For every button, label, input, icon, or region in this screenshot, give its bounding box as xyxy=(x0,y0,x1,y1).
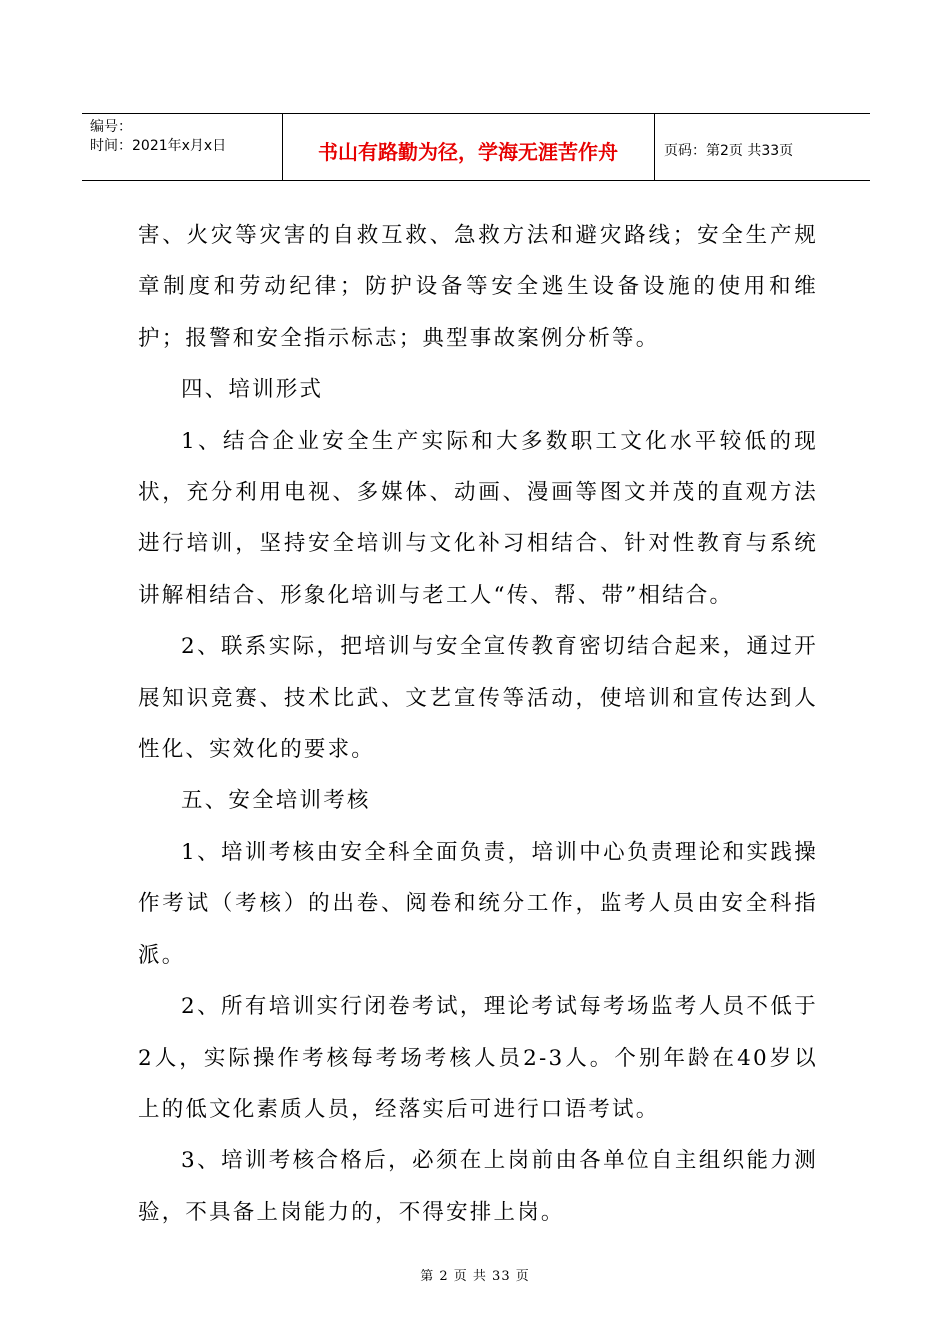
body-paragraph: 害、火灾等灾害的自救互救、急救方法和避灾路线；安全生产规章制度和劳动纪律；防护设备等安全逃生设备设施的使用和维护；报警和安全指示标志；典型事故案例分析等。 xyxy=(138,223,818,351)
body-paragraph: 1、结合企业安全生产实际和大多数职工文化水平较低的现状，充分利用电视、多媒体、动画、漫画等图文并茂的直观方法进行培训，坚持安全培训与文化补习相结合、针对性教育与系统讲解相结合、形象化培训与老工人“传、帮、带”相结合。 xyxy=(138,428,818,608)
document-body xyxy=(138,210,818,1238)
body-paragraph: 2、所有培训实行闭卷考试，理论考试每考场监考人员不低于2人，实际操作考核每考场考核人员2-3人。个别年龄在40岁以上的低文化素质人员，经落实后可进行口语考试。 xyxy=(138,994,818,1122)
section-heading: 四、培训形式 xyxy=(181,377,324,403)
header-motto: 书山有路勤为径，学海无涯苦作舟 xyxy=(318,140,618,164)
document-number-label: 编号： xyxy=(90,119,132,135)
header-divider xyxy=(654,114,655,180)
document-time-label: 时间：2021年x月x日 xyxy=(90,138,227,154)
body-paragraph: 1、培训考核由安全科全面负责，培训中心负责理论和实践操作考试（考核）的出卷、阅卷和统分工作，监考人员由安全科指派。 xyxy=(138,839,818,968)
header-page-info: 页码：第2页 共33页 xyxy=(664,143,794,159)
page-footer: 第 2 页 共 33 页 xyxy=(420,1269,530,1284)
body-paragraph: 3、培训考核合格后，必须在上岗前由各单位自主组织能力测验，不具备上岗能力的，不得安排上岗。 xyxy=(138,1148,818,1225)
section-heading: 五、安全培训考核 xyxy=(181,788,371,814)
body-paragraph: 2、联系实际，把培训与安全宣传教育密切结合起来，通过开展知识竞赛、技术比武、文艺宣传等活动，使培训和宣传达到人性化、实效化的要求。 xyxy=(138,634,818,763)
header-meta xyxy=(90,118,226,156)
page-header xyxy=(82,113,870,181)
